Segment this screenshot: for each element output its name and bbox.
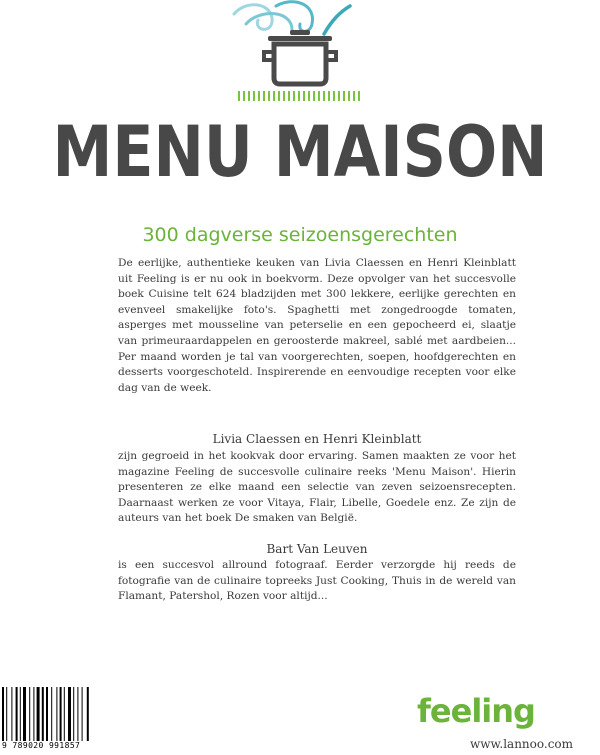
barcode-bar (46, 687, 48, 743)
publisher-website: www.lannoo.com (470, 737, 574, 751)
barcode-bar (51, 687, 52, 743)
barcode-bar (6, 687, 7, 743)
barcode-bar (87, 687, 89, 743)
authors-heading: Livia Claessen en Henri Kleinblatt (212, 432, 422, 446)
barcode-bar (16, 687, 18, 743)
barcode-bar (23, 687, 26, 743)
isbn-number: 9 789020 991857 (2, 741, 118, 750)
barcode-bar (37, 687, 40, 743)
barcode-bar (56, 687, 57, 743)
barcode-bar (60, 687, 62, 743)
barcode-bars (0, 687, 118, 743)
authors-bio: zijn gegroeid in het kookvak door ervaring. Samen maakten ze voor het magazine Feeling de succesvolle culinaire reeks 'Menu Maison'. Hierin presenteren ze elke maand een selectie van zeven seizoensrecepten. Daarnaast werken ze voor Vitaya, Flair, Libelle, Goedele enz. Ze zijn de auteurs van het boek De smaken van België. (118, 450, 516, 525)
photographer-heading: Bart Van Leuven (266, 542, 368, 556)
barcode-bar (33, 687, 34, 743)
book-title: MENU MAISON (52, 111, 548, 193)
feeling-logo: feeling (417, 692, 535, 730)
intro-paragraph: De eerlijke, authentieke keuken van Livia Claessen en Henri Kleinblatt uit Feeling is er nu ook in boekvorm. Deze opvolger van het succesvolle boek Cuisine telt 624 bladzijden met 300 lekkere, eerlijke gerechten en evenveel smakelijke foto's. Spaghetti met zongedroogde tomaten, asperges met mousseline van peterselie en een gepocheerd ei, slaatje van primeuraardappelen en geroosterde makreel, sablé met aardbeien... Per maand worden je tal van voorgerechten, soepen, hoofdgerechten en desserts voorgeschoteld. Inspirerende en eenvoudige recepten voor elke dag van de week. (118, 257, 516, 394)
barcode-bar (64, 687, 65, 743)
cooking-pot-icon (228, 0, 372, 90)
barcode-bar (11, 687, 12, 743)
barcode-bar (29, 687, 30, 743)
book-subtitle: 300 dagverse seizoensgerechten (142, 224, 458, 246)
barcode-bar (20, 687, 21, 743)
barcode-bar (77, 687, 78, 743)
photographer-bio: is een succesvol allround fotograaf. Eerder verzorgde hij reeds de fotografie van de culinaire topreeks Just Cooking, Thuis in de wereld van Flamant, Patershol, Rozen voor altijd... (118, 559, 516, 603)
cooking-pot-logo (228, 0, 372, 90)
barcode-bar (82, 687, 83, 743)
barcode-bar (73, 687, 74, 743)
barcode-bar (42, 687, 44, 743)
barcode-bar (2, 687, 4, 743)
barcode-bar (68, 687, 71, 743)
decorative-divider (238, 91, 362, 101)
